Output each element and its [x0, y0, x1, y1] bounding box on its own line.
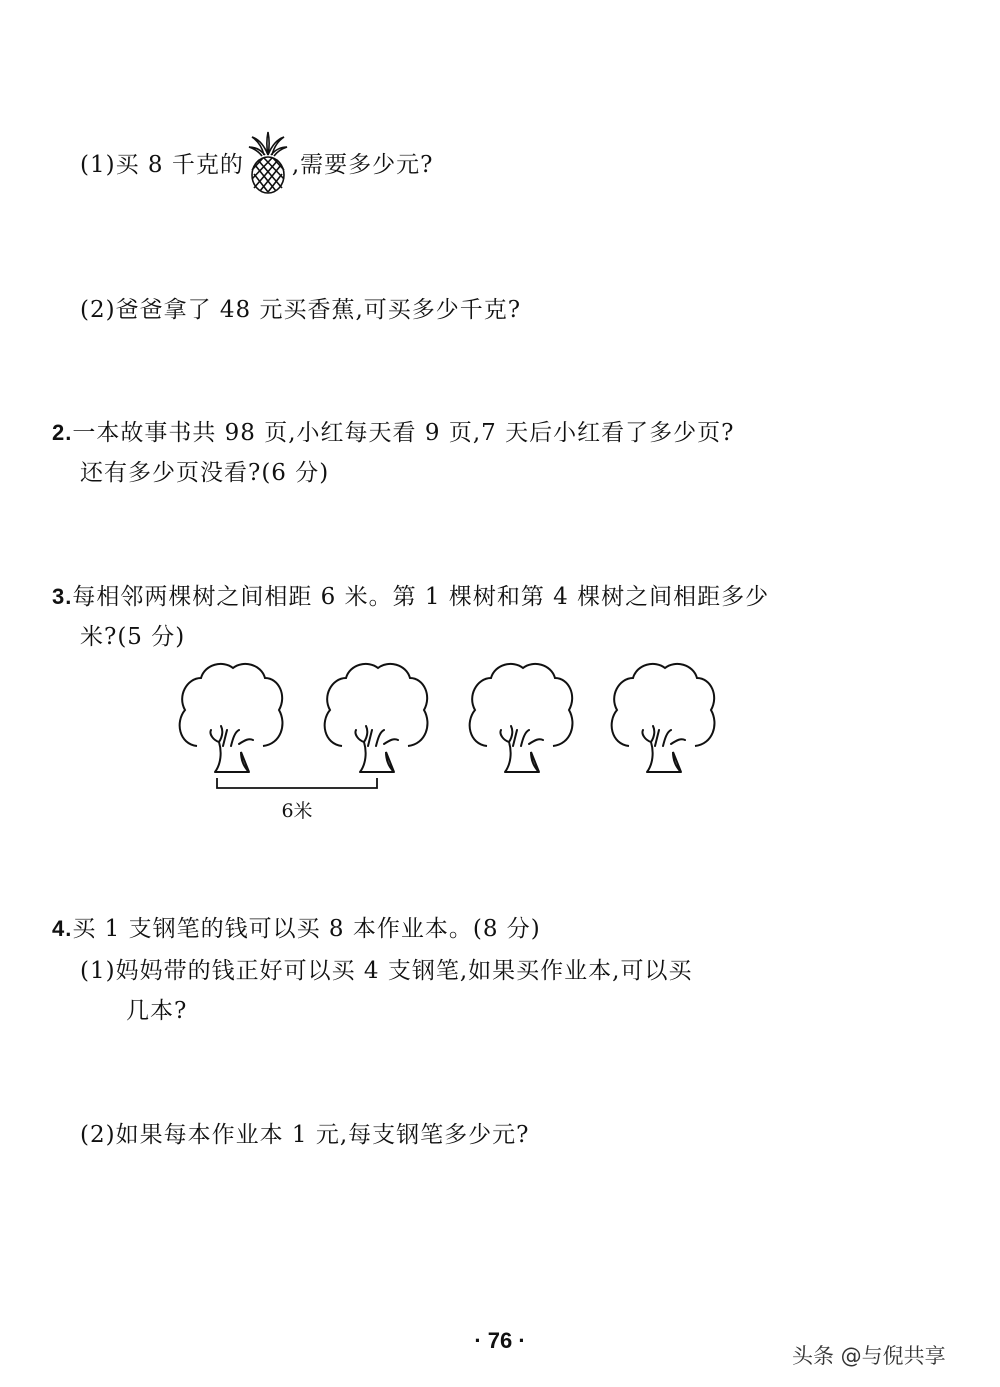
- distance-bracket: [217, 778, 377, 788]
- q4-text: 买 1 支钢笔的钱可以买 8 本作业本。(8 分): [72, 916, 541, 942]
- q3-number: 3.: [52, 584, 73, 609]
- q4-sub1-line1: (1)妈妈带的钱正好可以买 4 支钢笔,如果买作业本,可以买: [80, 958, 693, 984]
- page-number: · 76 ·: [474, 1328, 526, 1353]
- q4-sub2: (2)如果每本作业本 1 元,每支钢笔多少元?: [80, 1122, 530, 1148]
- q2-text: 一本故事书共 98 页,小红每天看 9 页,7 天后小红看了多少页?: [72, 420, 735, 446]
- q1-sub1-text-after: ,需要多少元?: [291, 152, 434, 178]
- tree-diagram: [175, 660, 735, 830]
- q4-sub1-line2: 几本?: [126, 998, 188, 1024]
- q3-line1: [52, 582, 769, 612]
- q3-text: 每相邻两棵树之间相距 6 米。第 1 棵树和第 4 棵树之间相距多少: [72, 584, 770, 610]
- q1-sub1-text-before: (1)买 8 千克的: [80, 152, 244, 178]
- tree-4-icon: [612, 664, 715, 772]
- pineapple-icon: [246, 131, 290, 195]
- tree-3-icon: [470, 664, 573, 772]
- q4-number: 4.: [52, 916, 73, 941]
- tree-1-icon: [180, 664, 283, 772]
- q2-line1: [52, 418, 734, 448]
- q2-number: 2.: [52, 420, 73, 445]
- q1-sub1: [80, 150, 434, 181]
- q1-sub2: (2)爸爸拿了 48 元买香蕉,可买多少千克?: [80, 297, 522, 323]
- q4-line1: [52, 914, 541, 944]
- watermark: 头条 @与倪共享: [792, 1344, 946, 1368]
- q2-line2: 还有多少页没看?(6 分): [80, 460, 330, 486]
- tree-2-icon: [325, 664, 428, 772]
- distance-label: 6米: [281, 800, 313, 822]
- q3-line2: 米?(5 分): [80, 624, 186, 650]
